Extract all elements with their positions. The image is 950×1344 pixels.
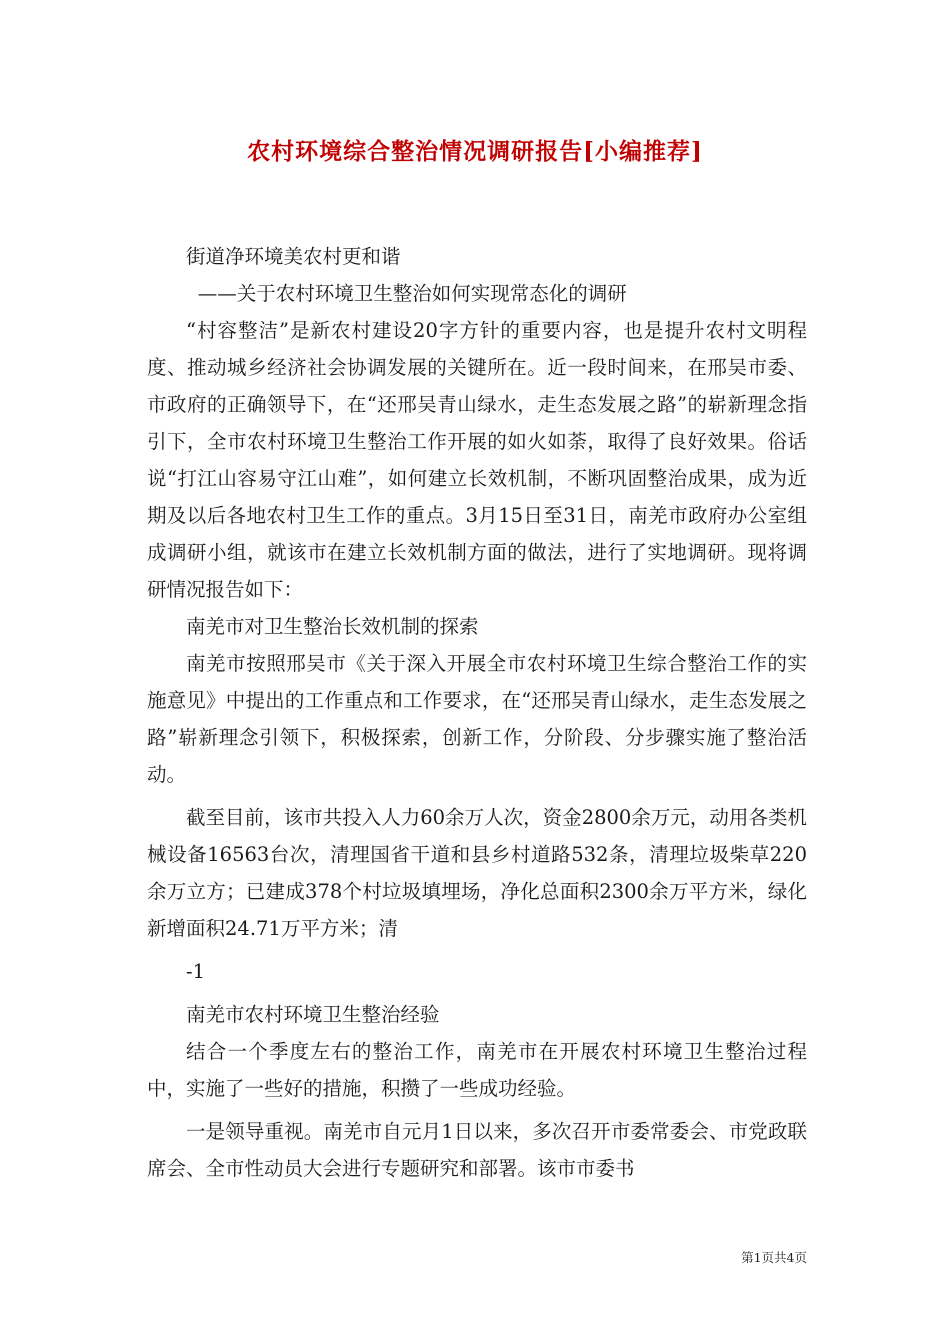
paragraph-exploration: 南羌市按照邢吴市《关于深入开展全市农村环境卫生综合整治工作的实施意见》中提出的工作重点和工作要求，在“还邢吴青山绿水，走生态发展之路”崭新理念引领下，积极探索，创新工作，分阶段、分步骤实施了整治活动。	[147, 652, 807, 786]
paragraph-intro: “村容整洁”是新农村建设20字方针的重要内容，也是提升农村文明程度、推动城乡经济社会协调发展的关键所在。近一段时间来，在邢吴市委、市政府的正确领导下，在“还邢吴青山绿水，走生态发展之路”的崭新理念指引下，全市农村环境卫生整治工作开展的如火如荼，取得了良好效果。俗话说“打江山容易守江山难”，如何建立长效机制，不断巩固整治成果，成为近期及以后各地农村卫生工作的重点。3月15日至31日，南羌市政府办公室组成调研小组，就该市在建立长效机制方面的做法，进行了实地调研。现将调研情况报告如下：	[147, 319, 807, 601]
page-number-footer: 第1页共4页	[741, 1250, 807, 1265]
subtitle-dash-line: ——关于农村环境卫生整治如何实现常态化的调研	[197, 282, 627, 305]
paragraph-experience: 结合一个季度左右的整治工作，南羌市在开展农村环境卫生整治过程中，实施了一些好的措施，积攒了一些成功经验。	[147, 1040, 807, 1100]
document-body	[147, 238, 807, 1187]
section-heading: 南羌市农村环境卫生整治经验	[186, 1003, 440, 1026]
section-heading: 南羌市对卫生整治长效机制的探索	[186, 615, 479, 638]
page-title: 农村环境综合整治情况调研报告[小编推荐]	[247, 138, 703, 165]
paragraph-statistics: 截至目前，该市共投入人力60余万人次，资金2800余万元，动用各类机械设备16563台次，清理国省干道和县乡村道路532条，清理垃圾柴草220余万立方；已建成378个村垃圾填埋场，净化总面积2300余万平方米，绿化新增面积24.71万平方米；清	[147, 806, 807, 940]
paragraph-leadership: 一是领导重视。南羌市自元月1日以来，多次召开市委常委会、市党政联席会、全市性动员大会进行专题研究和部署。该市市委书	[147, 1120, 807, 1180]
subtitle-line: 街道净环境美农村更和谐	[186, 245, 401, 268]
page-marker: -1	[186, 960, 205, 983]
